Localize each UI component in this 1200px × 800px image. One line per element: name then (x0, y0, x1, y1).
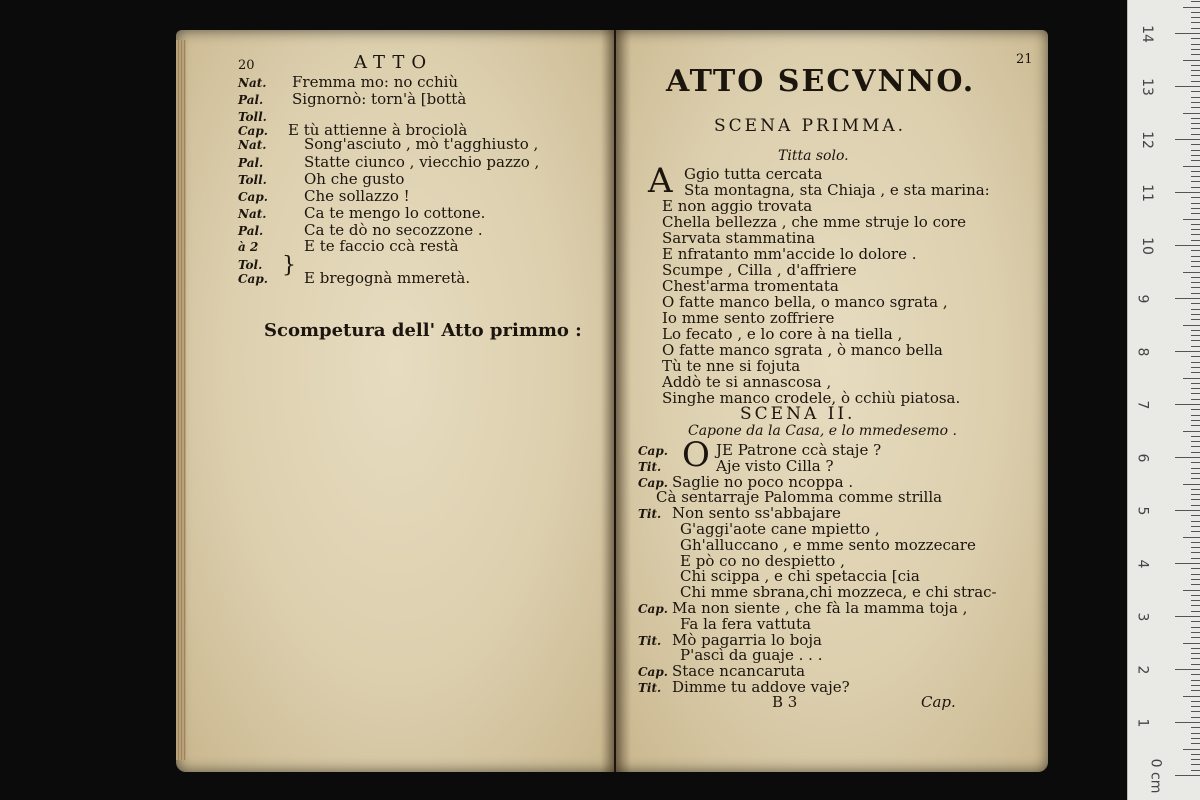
text-line: Fremma mo: no cchiù (292, 73, 459, 91)
text-line: Fa la fera vattuta (680, 614, 812, 633)
speaker-label: Toll. (238, 110, 267, 124)
ruler-tick (1191, 632, 1200, 633)
ruler-tick (1191, 409, 1200, 410)
speaker-label: Cap. (638, 665, 668, 680)
ruler-tick (1191, 224, 1200, 225)
speaker-label: Pal. (238, 156, 264, 170)
ruler-tick (1191, 420, 1200, 421)
ruler-tick (1191, 680, 1200, 681)
ruler-label: 11 (1138, 184, 1155, 202)
ruler-tick (1191, 706, 1200, 707)
ruler-tick (1191, 393, 1200, 394)
ruler-tick (1183, 696, 1200, 697)
stage-direction: Titta solo. (778, 148, 849, 164)
ruler-tick (1191, 552, 1200, 553)
ruler-tick (1191, 70, 1200, 71)
speaker-label: Nat. (238, 138, 267, 152)
ruler-tick (1175, 563, 1200, 564)
ruler-tick (1191, 658, 1200, 659)
speaker-label: Cap. (638, 444, 668, 458)
ruler-tick (1191, 478, 1200, 479)
ruler-tick (1191, 314, 1200, 315)
text-line: Stace ncancaruta (672, 662, 806, 681)
ruler-label: 9 (1134, 294, 1151, 304)
ruler-tick (1191, 17, 1200, 18)
verse-line: Sarvata stammatina (662, 229, 816, 247)
ruler-tick (1191, 28, 1200, 29)
ruler-label: 4 (1134, 559, 1151, 569)
verse-line: Io mme sento zoffriere (662, 309, 835, 327)
speaker-label: Nat. (238, 76, 267, 90)
measuring-ruler (1127, 0, 1200, 800)
verse-line: Chest'arma tromentata (662, 277, 839, 295)
ruler-tick (1175, 775, 1200, 776)
text-line: JE Patrone ccà staje ? (716, 441, 882, 459)
ruler-tick (1191, 770, 1200, 771)
ruler-tick (1191, 648, 1200, 649)
text-line: Chi scippa , e chi spetaccia [cia (680, 567, 920, 586)
ruler-tick (1191, 685, 1200, 686)
ruler-tick (1183, 537, 1200, 538)
page-edges (176, 40, 186, 760)
speaker-label: Tit. (638, 459, 662, 474)
ruler-tick (1191, 54, 1200, 55)
brace-mark: } (282, 253, 296, 278)
text-line: Che sollazzo ! (304, 187, 410, 205)
ruler-tick (1191, 134, 1200, 135)
text-line: Cà sentarraje Palomma comme strilla (656, 488, 943, 507)
ruler-tick (1191, 123, 1200, 124)
ruler-tick (1191, 436, 1200, 437)
speaker-label: Cap. (238, 190, 268, 204)
text-line: Aje visto Cilla ? (716, 456, 834, 475)
ruler-tick (1191, 526, 1200, 527)
text-line: G'aggi'aote cane mpietto , (680, 520, 880, 538)
ruler-tick (1191, 621, 1200, 622)
ruler-tick (1175, 86, 1200, 87)
ruler-tick (1191, 303, 1200, 304)
speaker-label: Toll. (238, 173, 267, 187)
text-line: Ca te dò no secozzone . (304, 221, 483, 239)
ruler-tick (1191, 743, 1200, 744)
ruler-tick (1175, 139, 1200, 140)
text-line: Statte ciunco , viecchio pazzo , (304, 153, 540, 171)
ruler-tick (1191, 197, 1200, 198)
ruler-label: 6 (1134, 453, 1151, 463)
ruler-tick (1191, 574, 1200, 575)
text-line: Signornò: torn'à [bottà (292, 90, 467, 108)
ruler-tick (1191, 234, 1200, 235)
text-line: Gh'alluccano , e mme sento mozzecare (680, 535, 976, 554)
ruler-tick (1191, 282, 1200, 283)
ruler-tick (1191, 489, 1200, 490)
verse-line: E nfratanto mm'accide lo dolore . (662, 245, 917, 263)
ruler-tick (1191, 75, 1200, 76)
ruler-tick (1191, 383, 1200, 384)
drop-capital: A (648, 161, 673, 201)
ruler-tick (1191, 627, 1200, 628)
ruler-tick (1183, 219, 1200, 220)
speaker-label: Cap. (638, 475, 668, 490)
ruler-tick (1191, 568, 1200, 569)
ruler-tick (1191, 81, 1200, 82)
ruler-tick (1191, 372, 1200, 373)
ruler-tick (1191, 399, 1200, 400)
ruler-tick (1191, 584, 1200, 585)
ruler-tick (1191, 1, 1200, 2)
ruler-tick (1191, 653, 1200, 654)
ruler-label: 2 (1134, 665, 1151, 675)
ruler-tick (1183, 643, 1200, 644)
ruler-tick (1191, 637, 1200, 638)
ruler-tick (1191, 754, 1200, 755)
ruler-tick (1175, 457, 1200, 458)
drop-capital: O (682, 435, 710, 475)
ruler-label: 14 (1138, 25, 1155, 43)
speaker-label: Nat. (238, 207, 267, 221)
ruler-tick (1175, 616, 1200, 617)
ruler-tick (1175, 404, 1200, 405)
ruler-tick (1191, 38, 1200, 39)
ruler-tick (1191, 330, 1200, 331)
stage-direction: Capone da la Casa, e lo mmedesemo . (688, 423, 957, 439)
scene-heading: SCENA II. (740, 404, 856, 424)
left-page (176, 30, 614, 772)
ruler-tick (1191, 664, 1200, 665)
text-line: Ma non siente , che fà la mamma toja , (672, 599, 968, 617)
ruler-label: 0 cm (1147, 758, 1164, 794)
verse-line: Tù te nne si fojuta (662, 357, 801, 375)
ruler-label: 10 (1138, 237, 1155, 255)
verse-line: E non aggio trovata (662, 197, 813, 215)
ruler-tick (1183, 431, 1200, 432)
ruler-tick (1191, 362, 1200, 363)
ruler-tick (1191, 128, 1200, 129)
ruler-tick (1191, 335, 1200, 336)
speaker-label: Cap. (238, 272, 268, 286)
ruler-tick (1191, 473, 1200, 474)
ruler-tick (1191, 91, 1200, 92)
verse-line: Scumpe , Cilla , d'affriere (662, 261, 857, 279)
ruler-label: 13 (1138, 78, 1155, 96)
ruler-tick (1191, 150, 1200, 151)
ruler-tick (1191, 240, 1200, 241)
ruler-tick (1191, 107, 1200, 108)
ruler-tick (1191, 118, 1200, 119)
page-number: 21 (1016, 52, 1033, 67)
verse-line: Addò te si annascosa , (662, 373, 832, 391)
text-line: E bregognà mmeretà. (304, 269, 471, 287)
ruler-tick (1175, 510, 1200, 511)
ruler-tick (1191, 579, 1200, 580)
ruler-tick (1183, 590, 1200, 591)
ruler-tick (1191, 494, 1200, 495)
ruler-tick (1191, 727, 1200, 728)
ruler-tick (1191, 277, 1200, 278)
ruler-tick (1175, 33, 1200, 34)
ruler-tick (1191, 102, 1200, 103)
act-title: ATTO SECVNNO. (666, 64, 976, 99)
speaker-label: Cap. (638, 602, 668, 616)
speaker-label: à 2 (238, 240, 259, 254)
ruler-tick (1191, 309, 1200, 310)
ruler-tick (1191, 452, 1200, 453)
ruler-tick (1183, 484, 1200, 485)
ruler-tick (1191, 733, 1200, 734)
ruler-tick (1191, 155, 1200, 156)
ruler-tick (1191, 319, 1200, 320)
signature-mark: B 3 (772, 693, 798, 711)
ruler-tick (1183, 325, 1200, 326)
text-line: E te faccio ccà restà (304, 237, 459, 255)
ruler-tick (1191, 499, 1200, 500)
text-line: Non sento ss'abbajare (672, 504, 841, 523)
scene-heading: SCENA PRIMMA. (714, 116, 907, 136)
ruler-tick (1191, 187, 1200, 188)
ruler-tick (1183, 166, 1200, 167)
speaker-label: Cap. (238, 124, 268, 138)
ruler-tick (1191, 293, 1200, 294)
ruler-label: 3 (1134, 612, 1151, 622)
closing-line: Scompetura dell' Atto primmo : (264, 320, 582, 341)
catchword: Cap. (921, 693, 956, 711)
ruler-tick (1191, 595, 1200, 596)
speaker-label: Pal. (238, 224, 264, 238)
ruler-tick (1191, 203, 1200, 204)
verse-line: Chella bellezza , che mme strujе lo core (662, 213, 967, 231)
ruler-tick (1175, 722, 1200, 723)
ruler-tick (1191, 261, 1200, 262)
ruler-tick (1191, 738, 1200, 739)
text-line: Ca te mengo lo cottone. (304, 204, 486, 222)
ruler-tick (1183, 113, 1200, 114)
ruler-tick (1191, 425, 1200, 426)
ruler-tick (1191, 12, 1200, 13)
ruler-tick (1191, 701, 1200, 702)
text-line: Saglie no poco ncoppa . (672, 472, 854, 491)
verse-line: O fatte manco sgrata , ò manco bella (662, 341, 943, 359)
ruler-tick (1191, 505, 1200, 506)
text-line: Mò pagarria lo boja (672, 630, 822, 649)
ruler-tick (1191, 176, 1200, 177)
ruler-tick (1191, 415, 1200, 416)
ruler-label: 12 (1138, 131, 1155, 149)
text-line: Oh che gusto (304, 170, 405, 188)
ruler-tick (1183, 60, 1200, 61)
text-line: E tù attienne à brociolà (288, 121, 468, 139)
ruler-tick (1191, 558, 1200, 559)
ruler-tick (1191, 49, 1200, 50)
right-page (616, 30, 1048, 772)
ruler-tick (1191, 441, 1200, 442)
page-number: 20 (238, 58, 255, 73)
ruler-tick (1191, 44, 1200, 45)
ruler-tick (1191, 229, 1200, 230)
ruler-tick (1175, 298, 1200, 299)
ruler-tick (1191, 764, 1200, 765)
ruler-tick (1191, 171, 1200, 172)
ruler-label: 1 (1134, 718, 1151, 728)
speaker-label: Tit. (638, 507, 662, 522)
verse-line: O fatte manco bella, o manco sgrata , (662, 293, 948, 311)
ruler-tick (1191, 388, 1200, 389)
ruler-tick (1191, 547, 1200, 548)
ruler-tick (1191, 611, 1200, 612)
ruler-tick (1191, 97, 1200, 98)
ruler-tick (1191, 717, 1200, 718)
ruler-tick (1175, 245, 1200, 246)
speaker-label: Tol. (238, 258, 263, 272)
ruler-tick (1183, 378, 1200, 379)
verse-line: Ggio tutta cercata (684, 165, 823, 183)
ruler-tick (1191, 22, 1200, 23)
ruler-tick (1191, 144, 1200, 145)
text-line: Song'asciuto , mò t'agghiusto , (304, 135, 539, 153)
running-header: ATTO (354, 52, 434, 73)
ruler-tick (1191, 256, 1200, 257)
ruler-tick (1191, 65, 1200, 66)
ruler-tick (1191, 605, 1200, 606)
ruler-tick (1191, 542, 1200, 543)
ruler-tick (1191, 160, 1200, 161)
ruler-label: 5 (1134, 506, 1151, 516)
ruler-tick (1175, 351, 1200, 352)
ruler-tick (1191, 266, 1200, 267)
ruler-tick (1191, 287, 1200, 288)
ruler-tick (1175, 192, 1200, 193)
ruler-tick (1191, 531, 1200, 532)
text-line: E pò co no despietto , (680, 551, 845, 570)
ruler-tick (1191, 521, 1200, 522)
ruler-tick (1191, 446, 1200, 447)
ruler-tick (1191, 515, 1200, 516)
verse-line: Sta montagna, sta Chiaja , e sta marina: (684, 181, 990, 199)
ruler-tick (1191, 468, 1200, 469)
ruler-tick (1183, 7, 1200, 8)
ruler-tick (1191, 367, 1200, 368)
ruler-tick (1191, 250, 1200, 251)
ruler-tick (1191, 356, 1200, 357)
ruler-tick (1191, 208, 1200, 209)
text-line: P'ascì da guaje . . . (680, 646, 823, 665)
ruler-tick (1191, 213, 1200, 214)
ruler-label: 8 (1134, 347, 1151, 357)
ruler-label: 7 (1134, 400, 1151, 410)
ruler-tick (1191, 711, 1200, 712)
ruler-tick (1191, 346, 1200, 347)
ruler-tick (1191, 181, 1200, 182)
ruler-tick (1191, 600, 1200, 601)
book-gutter (601, 30, 631, 772)
ruler-tick (1183, 749, 1200, 750)
ruler-tick (1191, 674, 1200, 675)
verse-line: Singhe manco crodele, ò cchiù piatosa. (662, 389, 961, 407)
text-line: Dimme tu addove vaje? (672, 678, 850, 696)
open-book (176, 30, 1048, 780)
ruler-tick (1175, 669, 1200, 670)
speaker-label: Pal. (238, 93, 264, 107)
ruler-tick (1191, 690, 1200, 691)
ruler-tick (1183, 272, 1200, 273)
ruler-tick (1191, 462, 1200, 463)
ruler-tick (1191, 759, 1200, 760)
speaker-label: Tit. (638, 633, 662, 648)
ruler-tick (1191, 340, 1200, 341)
text-line: Chi mme sbrana,chi mozzeca, e chi strac- (680, 583, 997, 602)
verse-line: Lo fecato , e lo core à na tiella , (662, 325, 903, 343)
speaker-label: Tit. (638, 681, 662, 695)
